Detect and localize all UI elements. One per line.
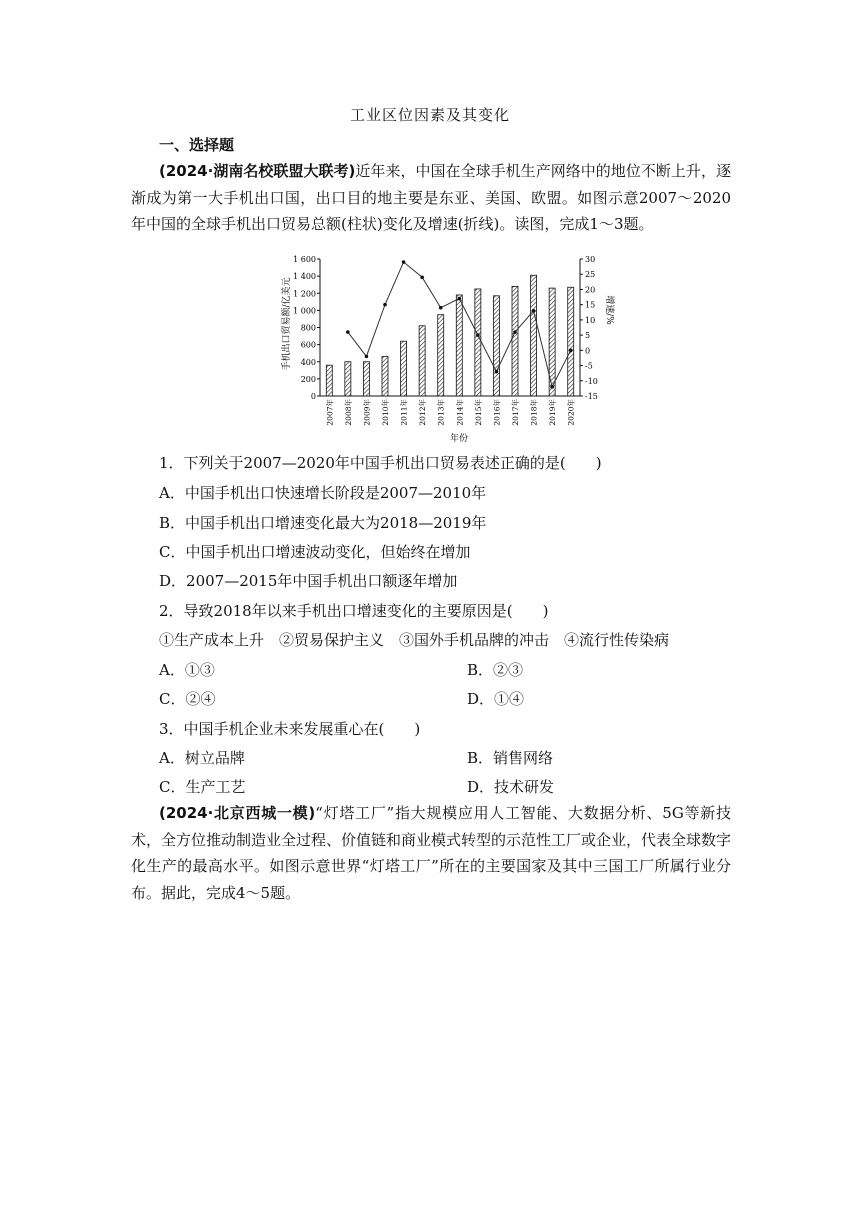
right-tick-label: -5 (585, 361, 593, 371)
q2-items: ①生产成本上升 ②贸易保护主义 ③国外手机品牌的冲击 ④流行性传染病 (159, 631, 670, 649)
left-tick-label: 0 (310, 392, 316, 401)
q2-option-d: D．①④ (467, 690, 525, 708)
q1-option-c: C．中国手机出口增速波动变化，但始终在增加 (159, 543, 471, 561)
phone-export-chart (276, 252, 616, 444)
q2-option-c: C．②④ (159, 690, 216, 708)
bar-2008年 (345, 362, 351, 396)
left-axis-label: 手机出口贸易额/亿美元 (282, 277, 292, 371)
x-tick-label: 2013年 (436, 399, 446, 426)
bar-2015年 (475, 289, 481, 396)
bar-2012年 (419, 326, 425, 396)
x-tick-label: 2014年 (455, 399, 465, 426)
x-tick-label: 2008年 (343, 399, 353, 426)
x-axis-label: 年份 (449, 434, 469, 444)
page-title: 工业区位因素及其变化 (349, 106, 510, 124)
q3-option-d: D．技术研发 (467, 778, 555, 796)
bar-2018年 (531, 275, 537, 396)
intro-2-text: “灯塔工厂”指大规模应用人工智能、大数据分析、5G等新技术，全方位推动制造业全过程、价值链和商业模式转型的示范性工厂或企业，代表全球数字化生产的最高水平。如图示意世界“灯塔工厂”所在的主要国家及其中三国工厂所属行业分布。据此，完成4～5题。 (131, 804, 732, 902)
growth-point (569, 349, 573, 353)
bar-2017年 (512, 286, 518, 396)
growth-point (383, 303, 387, 307)
bar-2009年 (363, 362, 369, 396)
chart-axes (320, 259, 580, 396)
intro-2-source: (2024·北京西城一模) (159, 804, 316, 822)
q2-option-b: B．②③ (467, 661, 524, 679)
growth-point (420, 275, 424, 279)
q1-option-b: B．中国手机出口增速变化最大为2018—2019年 (159, 514, 487, 532)
intro-paragraph-2 (131, 800, 731, 906)
x-axis-ticks (324, 399, 575, 426)
chart-bars (326, 275, 573, 396)
bar-2014年 (456, 295, 462, 396)
x-tick-label: 2011年 (399, 399, 409, 426)
right-tick-label: 25 (585, 270, 596, 280)
growth-point (513, 330, 517, 334)
q3-option-c: C．生产工艺 (159, 778, 246, 796)
growth-point (346, 330, 350, 334)
bar-2016年 (493, 296, 499, 396)
left-tick-label: 800 (300, 323, 316, 333)
x-tick-label: 2018年 (529, 399, 539, 426)
right-axis-ticks (580, 255, 598, 401)
q1-stem: 1．下列关于2007—2020年中国手机出口贸易表述正确的是( ) (159, 454, 602, 472)
intro-1-text: 近年来，中国在全球手机生产网络中的地位不断上升，逐渐成为第一大手机出口国，出口目的地主要是东亚、美国、欧盟。如图示意2007～2020年中国的全球手机出口贸易总额(柱状)变化及增速(折线)。读图，完成1～3题。 (131, 162, 731, 233)
right-tick-label: 15 (585, 300, 596, 310)
left-tick-label: 1 600 (293, 255, 316, 264)
x-tick-label: 2017年 (511, 399, 520, 426)
x-tick-label: 2016年 (492, 399, 502, 426)
right-tick-label: 0 (585, 346, 591, 356)
q1-option-a: A．中国手机出口快速增长阶段是2007—2010年 (159, 484, 487, 502)
right-tick-label: 10 (585, 315, 596, 325)
x-tick-label: 2015年 (473, 399, 483, 426)
x-tick-label: 2009年 (362, 399, 372, 426)
q3-option-b: B．销售网络 (467, 749, 554, 767)
left-tick-label: 1 200 (293, 289, 316, 299)
right-tick-label: -10 (585, 376, 598, 386)
right-tick-label: -15 (585, 392, 598, 401)
bar-2007年 (326, 365, 332, 396)
growth-point (476, 333, 480, 337)
left-tick-label: 600 (300, 340, 316, 350)
x-tick-label: 2012年 (418, 399, 428, 426)
left-tick-label: 1 000 (293, 306, 316, 316)
q1-option-d: D．2007—2015年中国手机出口额逐年增加 (159, 572, 458, 590)
growth-point (457, 297, 461, 301)
left-tick-label: 1 400 (293, 272, 316, 282)
intro-1-source: (2024·湖南名校联盟大联考) (159, 162, 356, 180)
growth-point (365, 355, 369, 359)
bar-2010年 (382, 357, 388, 396)
bar-2020年 (568, 287, 574, 396)
growth-point (439, 306, 443, 310)
right-axis-label: 增速/% (604, 295, 614, 325)
left-tick-label: 400 (300, 357, 316, 367)
left-axis-ticks (293, 255, 320, 401)
q2-option-a: A．①③ (159, 661, 215, 679)
x-tick-label: 2010年 (381, 399, 390, 426)
section-heading: 一、选择题 (159, 136, 235, 154)
x-tick-label: 2007年 (325, 399, 335, 426)
bar-2011年 (401, 341, 407, 396)
x-tick-label: 2019年 (548, 399, 558, 426)
right-tick-label: 20 (585, 285, 596, 295)
q2-stem: 2．导致2018年以来手机出口增速变化的主要原因是( ) (159, 602, 549, 620)
q3-stem: 3．中国手机企业未来发展重心在( ) (159, 720, 421, 738)
intro-paragraph-1 (131, 158, 731, 238)
growth-point (532, 309, 536, 313)
left-tick-label: 200 (300, 374, 316, 384)
right-tick-label: 5 (585, 331, 591, 341)
x-tick-label: 2020年 (566, 399, 576, 426)
q3-option-a: A．树立品牌 (159, 749, 245, 767)
growth-point (402, 260, 406, 264)
bar-2013年 (438, 315, 444, 396)
growth-point (495, 370, 499, 374)
growth-point (550, 385, 554, 389)
right-tick-label: 30 (585, 255, 596, 264)
